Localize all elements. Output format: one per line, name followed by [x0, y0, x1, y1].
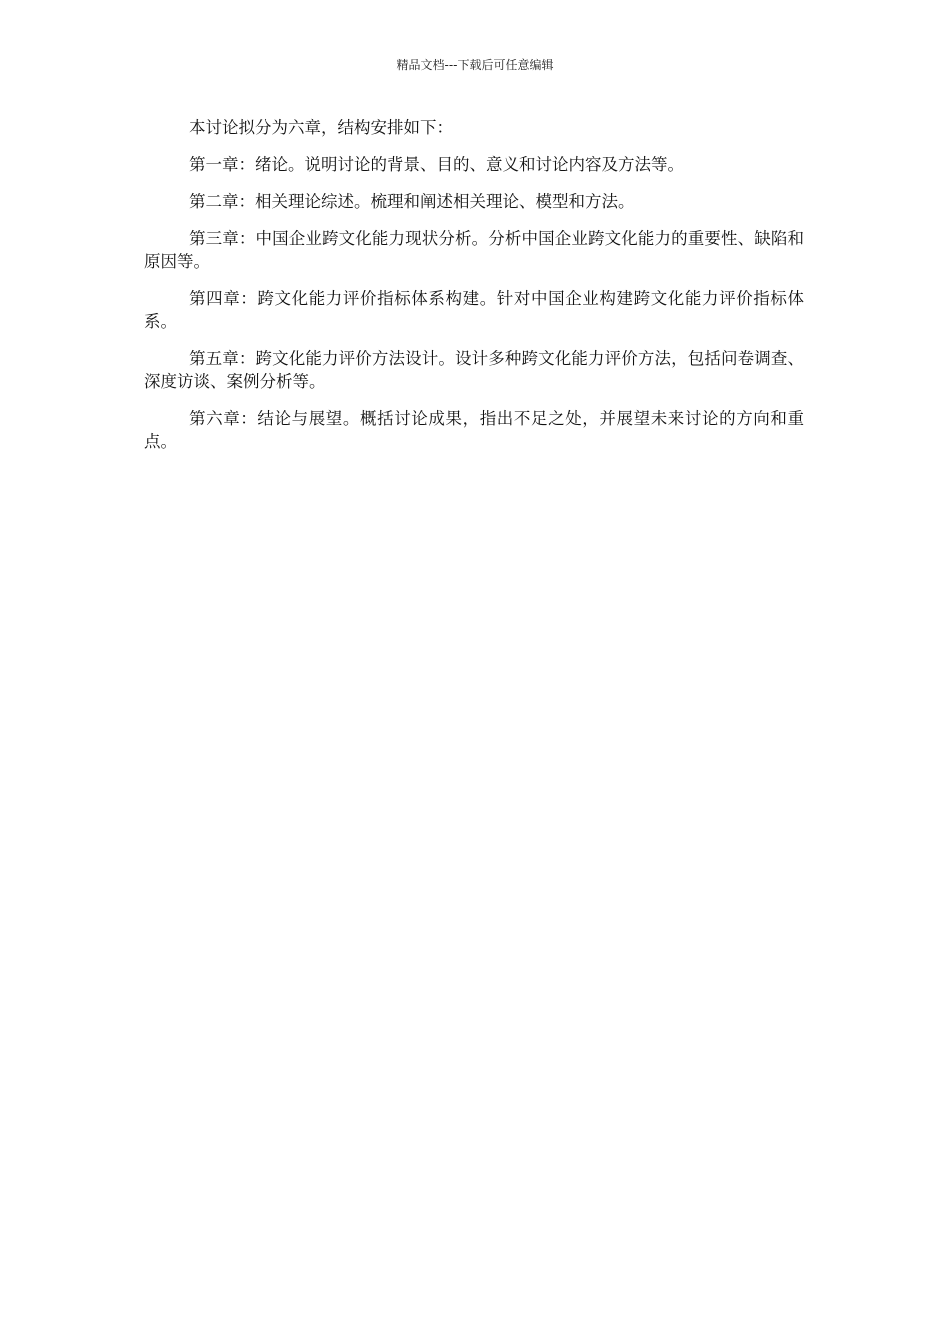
- chapter-3-paragraph: 第三章：中国企业跨文化能力现状分析。分析中国企业跨文化能力的重要性、缺陷和原因等。: [144, 229, 804, 271]
- chapter-5-paragraph: 第五章：跨文化能力评价方法设计。设计多种跨文化能力评价方法，包括问卷调查、深度访谈、案例分析等。: [144, 349, 804, 391]
- chapter-2-paragraph: 第二章：相关理论综述。梳理和阐述相关理论、模型和方法。: [189, 192, 635, 211]
- intro-paragraph: 本讨论拟分为六章，结构安排如下：: [189, 118, 453, 137]
- page-header: 精品文档---下载后可任意编辑: [396, 58, 554, 72]
- chapter-6-paragraph: 第六章：结论与展望。概括讨论成果，指出不足之处，并展望未来讨论的方向和重点。: [144, 409, 804, 451]
- chapter-1-paragraph: 第一章：绪论。说明讨论的背景、目的、意义和讨论内容及方法等。: [189, 155, 684, 174]
- chapter-4-paragraph: 第四章：跨文化能力评价指标体系构建。针对中国企业构建跨文化能力评价指标体系。: [144, 289, 804, 331]
- document-body: [144, 116, 804, 467]
